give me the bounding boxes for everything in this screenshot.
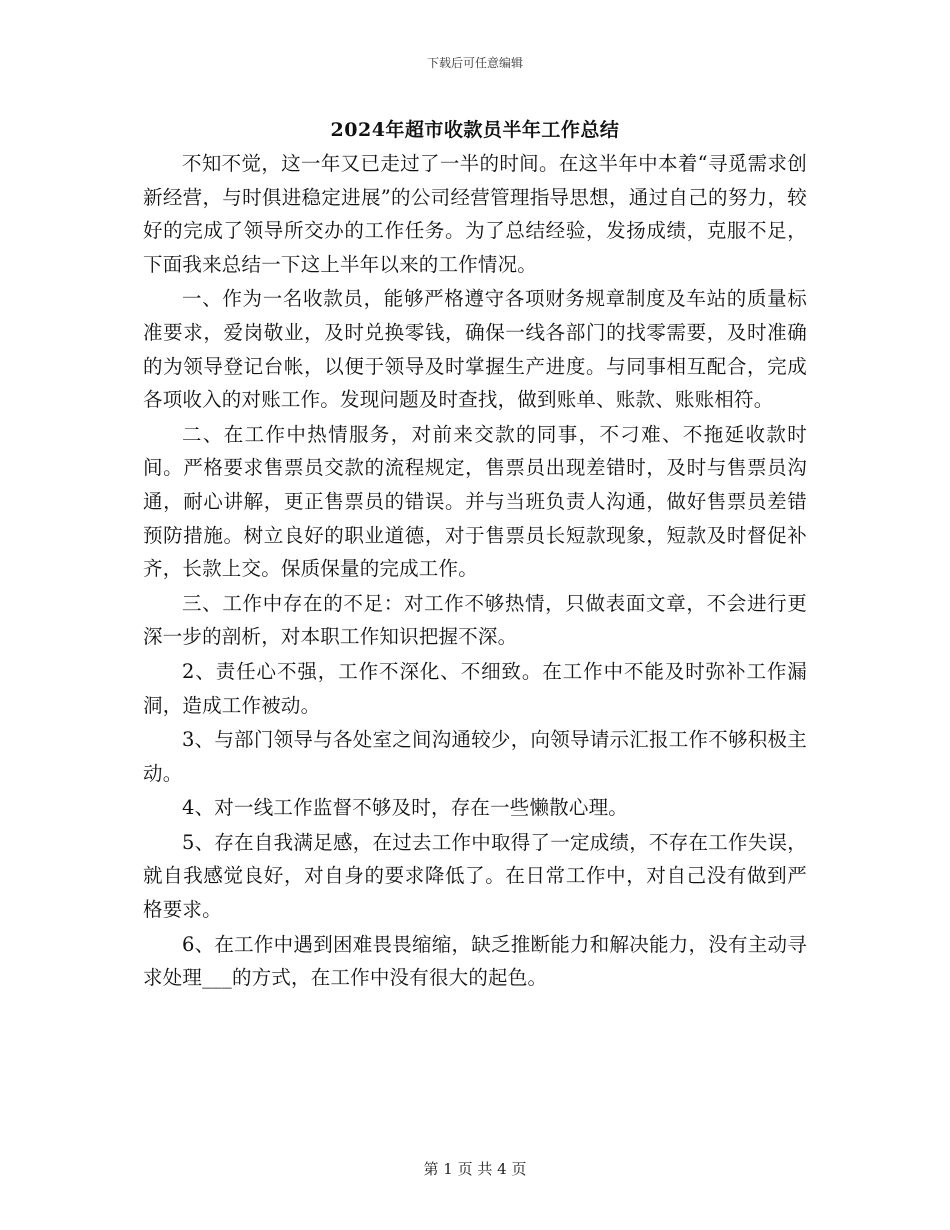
- paragraph-shortcoming-3: 3、与部门领导与各处室之间沟通较少，向领导请示汇报工作不够积极主动。: [143, 728, 807, 785]
- paragraph-shortcoming-6: 6、在工作中遇到困难畏畏缩缩，缺乏推断能力和解决能力，没有主动寻求处理___的方式，在工作中没有很大的起色。: [143, 932, 807, 990]
- header-note: 下载后可任意编辑: [426, 56, 523, 70]
- paragraph-shortcoming-4: 4、对一线工作监督不够及时，存在一些懒散心理。: [182, 796, 629, 820]
- page-footer: 第 1 页 共 4 页: [423, 1160, 527, 1178]
- paragraph-section-3: 三、工作中存在的不足：对工作不够热情，只做表面文章，不会进行更深一步的剖析，对本职工作知识把握不深。: [143, 591, 807, 649]
- document-body: [143, 147, 807, 996]
- paragraph-intro: 不知不觉，这一年又已走过了一半的时间。在这半年中本着“寻觅需求创新经营，与时俱进稳定进展”的公司经营管理指导思想，通过自己的努力，较好的完成了领导所交办的工作任务。为了总结经验，发扬成绩，克服不足，下面我来总结一下这上半年以来的工作情况。: [143, 152, 807, 276]
- paragraph-shortcoming-2: 2、责任心不强，工作不深化、不细致。在工作中不能及时弥补工作漏洞，造成工作被动。: [143, 659, 807, 717]
- paragraph-section-2: 二、在工作中热情服务，对前来交款的同事，不刁难、不拖延收款时间。严格要求售票员交款的流程规定，售票员出现差错时，及时与售票员沟通，耐心讲解，更正售票员的错误。并与当班负责人沟通，做好售票员差错预防措施。树立良好的职业道德，对于售票员长短款现象，短款及时督促补齐，长款上交。保质保量的完成工作。: [143, 422, 807, 581]
- document-title: 2024年超市收款员半年工作总结: [330, 119, 620, 141]
- paragraph-section-1: 一、作为一名收款员，能够严格遵守各项财务规章制度及车站的质量标准要求，爱岗敬业，及时兑换零钱，确保一线各部门的找零需要，及时准确的为领导登记台帐，以便于领导及时掌握生产进度。与同事相互配合，完成各项收入的对账工作。发现问题及时查找，做到账单、账款、账账相符。: [143, 287, 807, 412]
- paragraph-shortcoming-5: 5、存在自我满足感，在过去工作中取得了一定成绩，不存在工作失误，就自我感觉良好，对自身的要求降低了。在日常工作中，对自己没有做到严格要求。: [143, 830, 807, 922]
